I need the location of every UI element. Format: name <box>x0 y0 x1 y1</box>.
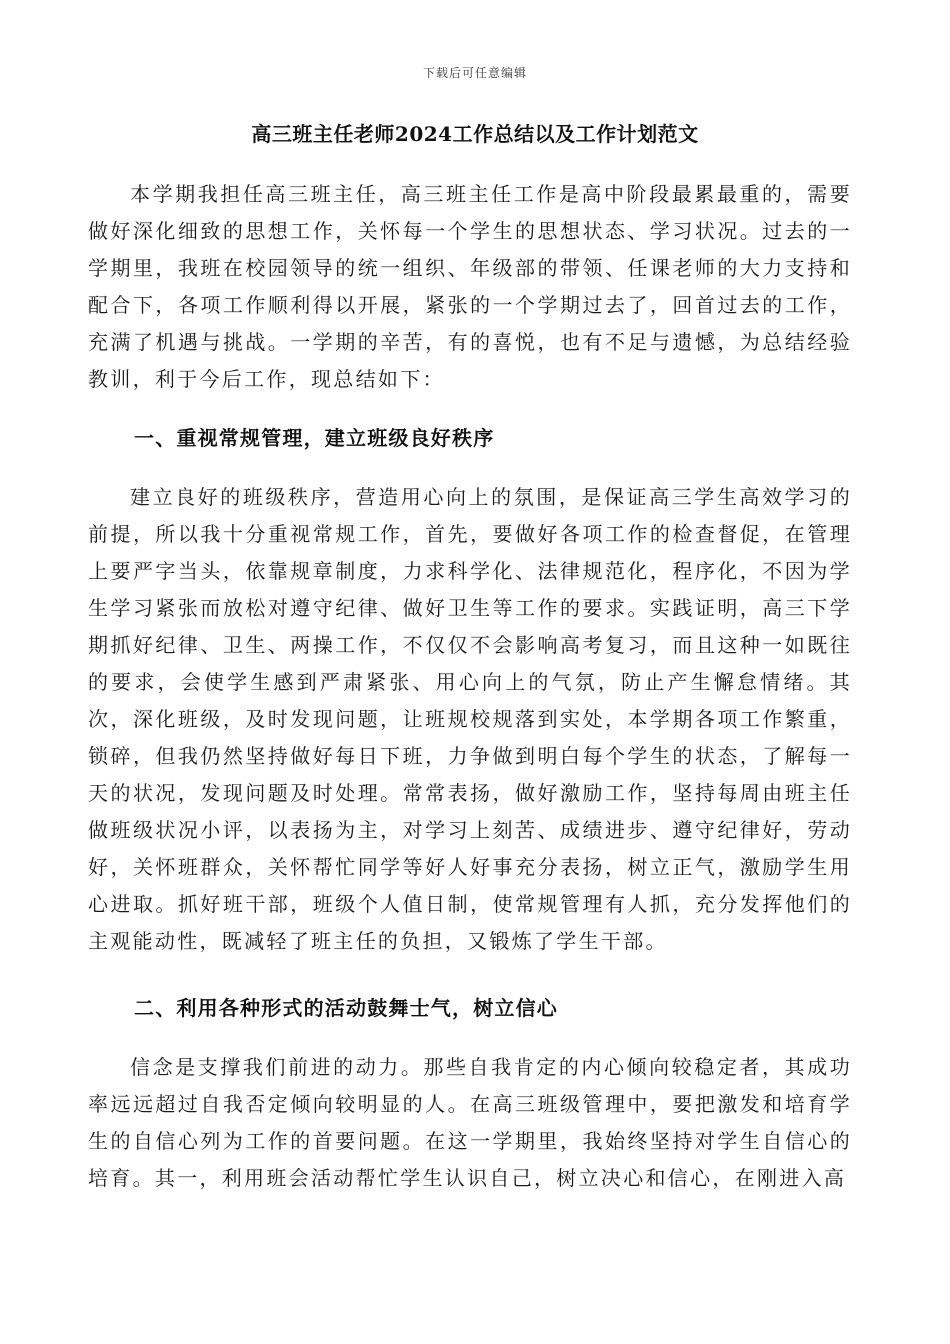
paragraph-routine-management: 建立良好的班级秩序，营造用心向上的氛围，是保证高三学生高效学习的前提，所以我十分重视常规工作，首先，要做好各项工作的检查督促，在管理上要严字当头，依靠规章制度，力求科学化、法律规范化，程序化，不因为学生学习紧张而放松对遵守纪律、做好卫生等工作的要求。实践证明，高三下学期抓好纪律、卫生、两操工作，不仅仅不会影响高考复习，而且这种一如既往的要求，会使学生感到严肃紧张、用心向上的气氛，防止产生懈怠情绪。其次，深化班级，及时发现问题，让班规校规落到实处，本学期各项工作繁重，锁碎，但我仍然坚持做好每日下班，力争做到明白每个学生的状态，了解每一天的状况，发现问题及时处理。常常表扬，做好激励工作，坚持每周由班主任做班级状况小评，以表扬为主，对学习上刻苦、成绩进步、遵守纪律好，劳动好，关怀班群众，关怀帮忙同学等好人好事充分表扬，树立正气，激励学生用心进取。抓好班干部，班级个人值日制，使常规管理有人抓，充分发挥他们的主观能动性，既减轻了班主任的负担，又锻炼了学生干部。 <box>88 485 852 953</box>
section-heading-2: 二、利用各种形式的活动鼓舞士气，树立信心 <box>134 996 558 1020</box>
section-heading-1: 一、重视常规管理，建立班级良好秩序 <box>134 426 495 450</box>
document-title: 高三班主任老师2024工作总结以及工作计划范文 <box>251 122 699 146</box>
paragraph-confidence: 信念是支撑我们前进的动力。那些自我肯定的内心倾向较稳定者，其成功率远远超过自我否定倾向较明显的人。在高三班级管理中，要把激发和培育学生的自信心列为工作的首要问题。在这一学期里，我始终坚持对学生自信心的培育。其一，利用班会活动帮忙学生认识自己，树立决心和信心，在刚进入高 <box>88 1055 852 1190</box>
paragraph-intro: 本学期我担任高三班主任，高三班主任工作是高中阶段最累最重的，需要做好深化细致的思想工作，关怀每一个学生的思想状态、学习状况。过去的一学期里，我班在校园领导的统一组织、年级部的带领、任课老师的大力支持和配合下，各项工作顺利得以开展，紧张的一个学期过去了，回首过去的工作，充满了机遇与挑战。一学期的辛苦，有的喜悦，也有不足与遗憾，为总结经验教训，利于今后工作，现总结如下： <box>88 182 852 391</box>
header-note: 下载后可任意编辑 <box>422 66 527 80</box>
